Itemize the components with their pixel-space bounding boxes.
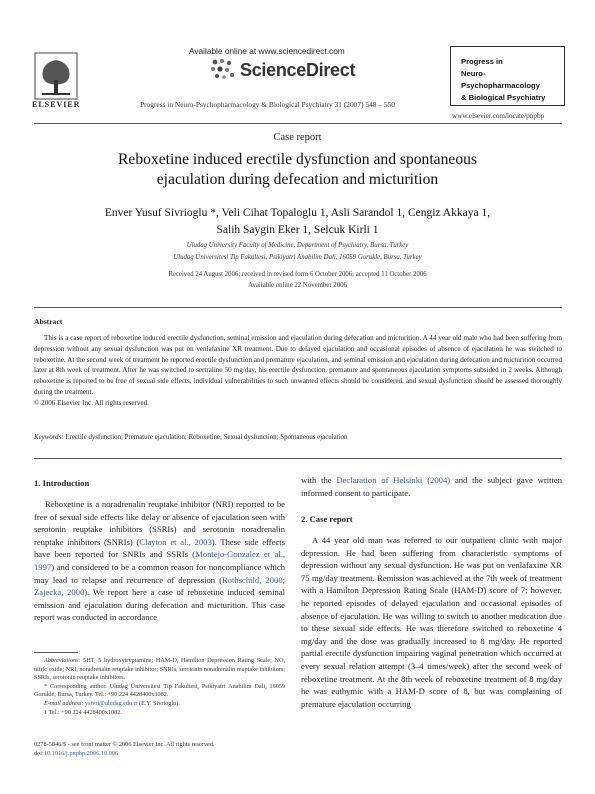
reference-link[interactable]: Declaration of Helsinki (2004) xyxy=(336,475,451,485)
copyright-notice: © 2006 Elsevier Inc. All rights reserved. xyxy=(34,398,149,407)
sciencedirect-logo-icon xyxy=(209,58,237,80)
introduction-paragraph: Reboxetine is a noradrenalin reuptake inhibitor (NRI) reported to be free of sexual side effects like delay or absence of ejaculation seen with serotonin reuptake inhibitors (SSRIs) and serotonin noradrenalin reuptake inhibitors (SNRIs) (Clayton et al., 2003). These side effects have been reported for SNRIs and SSRIs (Montejo-Gonzalez et al., 1997) and considered to be a common reason for noncompliance which may lead to relapse and recurrence of depression (Rothschild, 2000; Zajecka, 2000). We report here a case of reboxetine induced seminal emission and ejaculation during defecation and micturition. This case report was conducted in accordance xyxy=(34,499,286,623)
abstract-bottom-divider xyxy=(34,458,562,459)
journal-url[interactable]: www.elsevier.com/locate/pnpbp xyxy=(452,112,545,120)
publisher-name: ELSEVIER xyxy=(32,100,81,109)
author-list: Enver Yusuf Sivrioglu *, Veli Cihat Topaloglu 1, Asli Sarandol 1, Cengiz Akkaya 1, Salih Saygin Eker 1, Selcuk Kirli 1 xyxy=(104,207,491,236)
sciencedirect-wordmark: ScienceDirect xyxy=(240,60,356,80)
journal-citation: Progress in Neuro-Psychopharmacology & Biological Psychiatry 31 (2007) 548 – 550 xyxy=(140,100,395,109)
doi-link[interactable]: 10.1016/j.pnpbp.2006.10.006 xyxy=(43,750,119,757)
reference-link[interactable]: Montejo-Gonzalez et al., 1997 xyxy=(34,549,285,572)
abstract-heading: Abstract xyxy=(34,317,63,326)
header-divider xyxy=(34,123,562,124)
footnote-divider xyxy=(34,652,78,653)
section-heading-introduction: 1. Introduction xyxy=(34,478,90,488)
elsevier-tree-logo xyxy=(34,52,78,100)
reference-link[interactable]: Rothschild, 2000 xyxy=(221,574,283,585)
footnotes: Abbreviations: 5HT, 5 hydroxytryptamine; HAM-D, Hamilton Depression Rating Scale; NO, nitric oxide; NRI, noradrenalin reuptake inhibitor; SNRIs, serotonin noradrenalin reuptake inhibitors; SSRIs, serotonin reuptake inhibitors. * Corresponding author. Uludag Üniversitesi Tip Fakultesi, Psikiyatri Anabilim Dali, 16059 Gorukle, Bursa, Turkey. Tel.: +90 224 4428400x1082. E-mail address: ysivri@uludag.edu.tr (E.Y. Sivrioglu). 1 Tel.: +90 224 4428400x1082. xyxy=(34,657,286,716)
case-report-paragraph: A 44 year old man was referred to our outpatient clinic with major depression. He had been suffering from characteristic symptoms of depression without any sexual dysfunction. He was put on venlafaxine XR 75 mg/day treatment. Remission was achieved at the 7th week of treatment with a Hamilton Depression Rating Scale (HAM-D) score of 7; however, he reported episodes of delayed ejaculation and occasional episodes of absence of ejaculation. He was willing to switch to another medication due to these sexual side effects. He was therefore switched to reboxetine 4 mg/day and the dose was gradually increased to 8 mg/day. He reported partial erectile dysfunction impairing vaginal penetration which occurred at every sexual relation attempt (3–4 times/week) after the second week of reboxetine treatment. At the 8th week of reboxetine treatment of 8 mg/day he was euthymic with a HAM-D score of 8, but was complaining of premature ejaculation occurring xyxy=(301,535,562,709)
journal-title-box xyxy=(450,46,565,106)
introduction-continuation: with the Declaration of Helsinki (2004) and the subject gave written informed consent to participate. xyxy=(301,475,563,498)
abstract-body: This is a case report of reboxetine induced erectile dysfunction, seminal emission and ejaculation during defecation and micturition. A 44 year old male who had been suffering from depression without any sexual dysfunction was put on venlafaxine XR treatment. Due to delayed ejaculation and occasional episodes of absence of ejaculation he was switched to reboxetine. At the second week of treatment he reported erectile dysfunction and premature ejaculation, and seminal emission and ejaculation during defecation and micturition occurred later at 8th week of treatment. After he was switched to sertraline 50 mg/day, his erectile dysfunction, premature and spontaneous ejaculation symptoms subsided in 2 weeks. Although reboxetine is reported to be free of sexual side effects, individual vulnerabilities to such unwanted effects should be considered, and sexual dysfunction should be assessed thoroughly during the treatment. © 2006 Elsevier Inc. All rights reserved. xyxy=(34,334,562,407)
article-title: Reboxetine induced erectile dysfunction and spontaneous ejaculation during defecation and micturition xyxy=(118,151,477,188)
affiliations: Uludag University Faculty of Medicine, Department of Psychiatry, Bursa, Turkey Uludag Universitesi Tip Fakultesi, Psikiyatri Anabilim Dali, 16059 Gorukle, Bursa, Turkey xyxy=(173,242,422,261)
journal-title: Progress in Neuro-Psychopharmacology & Biological Psychiatry xyxy=(461,57,546,102)
abstract-top-divider xyxy=(34,307,562,308)
article-type: Case report xyxy=(273,132,322,143)
email-link[interactable]: ysivri@uludag.edu.tr xyxy=(85,699,138,707)
keywords: Keywords: Erectile dysfunction; Premature ejaculation; Reboxetine; Sexual dysfunction; Spontaneous ejaculation xyxy=(34,434,348,441)
reference-link[interactable]: Zajecka, 2000 xyxy=(34,587,85,598)
article-dates: Received 24 August 2006; received in revised form 6 October 2006; accepted 11 October 2006 Available online 22 November 2006 xyxy=(168,271,427,289)
reference-link[interactable]: Clayton et al., 2003 xyxy=(139,536,212,547)
front-matter-info: 0278-5846/$ - see front matter © 2006 Elsevier Inc. All rights reserved. doi:10.1016/j.pnpbp.2006.10.006 xyxy=(34,741,215,757)
available-online-text: Available online at www.sciencedirect.com xyxy=(189,46,345,56)
section-heading-case-report: 2. Case report xyxy=(301,514,353,524)
